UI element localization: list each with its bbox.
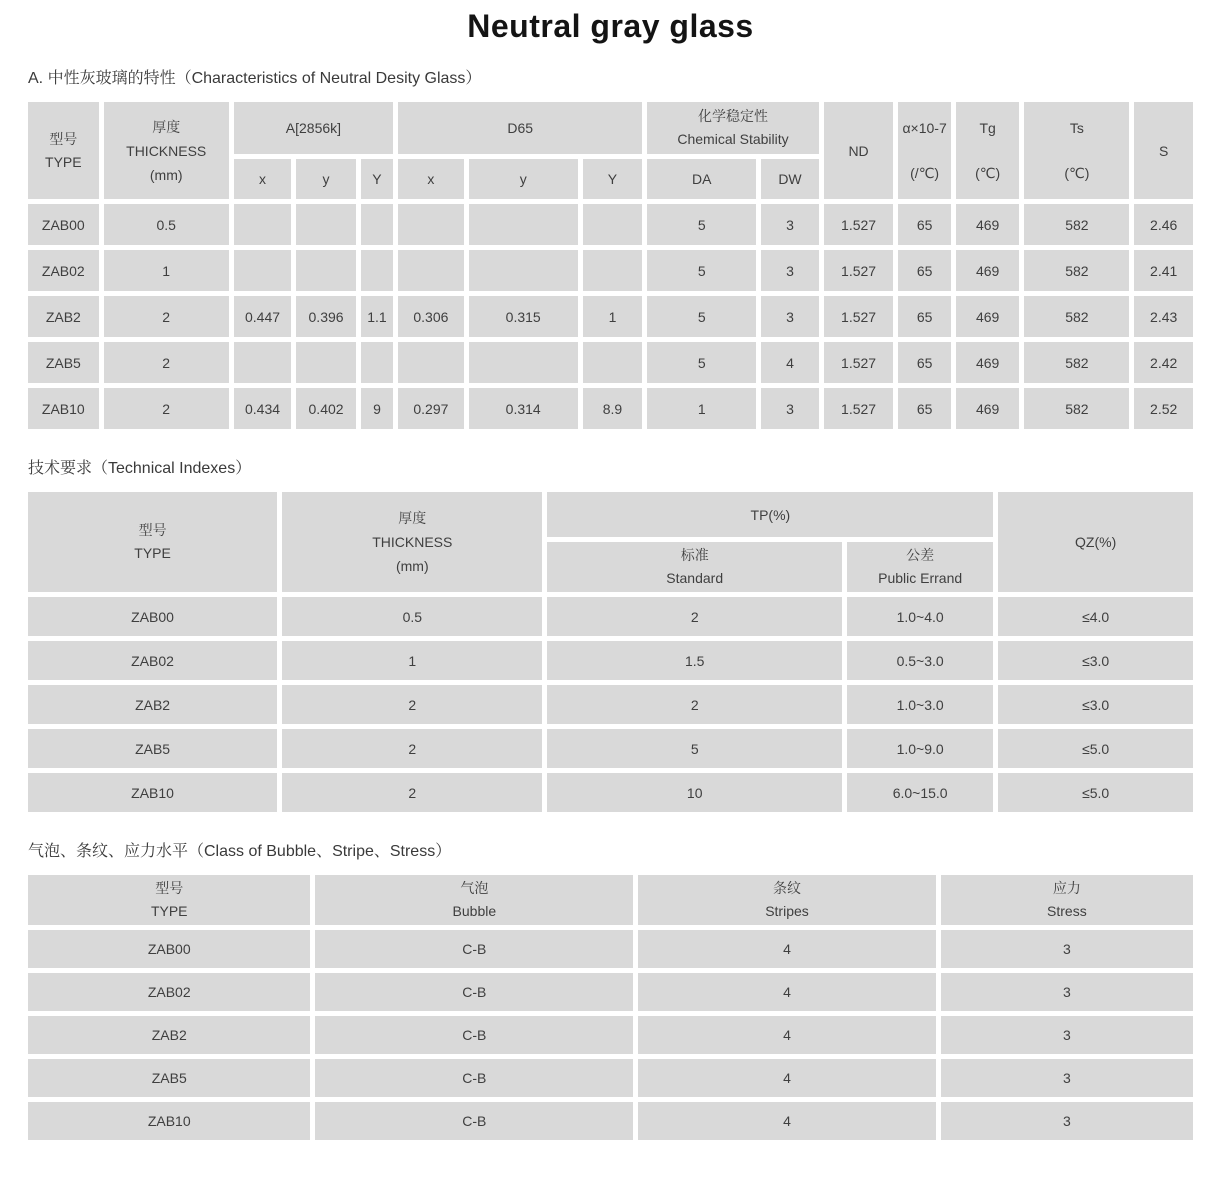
cell-thickness: 0.5 xyxy=(282,597,542,636)
header-thickness xyxy=(104,102,229,199)
table-row xyxy=(28,204,1193,245)
header-ts-unit: (℃) xyxy=(1064,164,1090,181)
cell-tolerance: 1.0~9.0 xyxy=(847,729,993,768)
header-stripes-zh: 条纹 xyxy=(772,880,801,896)
cell-qz: ≤5.0 xyxy=(998,773,1193,812)
cell-a-Y xyxy=(361,342,393,383)
cell-a-Y: 9 xyxy=(361,388,393,429)
cell-ts: 582 xyxy=(1024,296,1129,337)
table-row xyxy=(28,342,1193,383)
header-thickness xyxy=(282,492,542,592)
cell-a-x: 0.434 xyxy=(234,388,292,429)
header-tg xyxy=(956,102,1020,199)
table-row xyxy=(28,597,1193,636)
cell-dw: 3 xyxy=(761,388,819,429)
cell-type: ZAB00 xyxy=(28,204,99,245)
cell-a-x xyxy=(234,204,292,245)
cell-alpha: 65 xyxy=(898,342,950,383)
cell-d65-Y xyxy=(583,204,643,245)
table-row xyxy=(28,641,1193,680)
cell-dw: 3 xyxy=(761,250,819,291)
header-thickness-en: THICKNESS xyxy=(126,142,207,159)
cell-qz: ≤5.0 xyxy=(998,729,1193,768)
table-row xyxy=(28,729,1193,768)
cell-d65-x: 0.297 xyxy=(398,388,464,429)
cell-type: ZAB10 xyxy=(28,1102,310,1140)
cell-ts: 582 xyxy=(1024,204,1129,245)
header-stress xyxy=(941,875,1193,925)
cell-bubble: C-B xyxy=(315,973,633,1011)
cell-stress: 3 xyxy=(941,930,1193,968)
table-row xyxy=(28,388,1193,429)
header-thickness-zh: 厚度 xyxy=(152,118,181,135)
header-a2856k: A[2856k] xyxy=(234,102,393,154)
header-tolerance xyxy=(847,542,993,592)
header-type-en: TYPE xyxy=(45,153,82,170)
header-thickness-unit: (mm) xyxy=(149,166,183,183)
cell-type: ZAB02 xyxy=(28,641,277,680)
cell-thickness: 2 xyxy=(104,342,229,383)
cell-a-x: 0.447 xyxy=(234,296,292,337)
cell-a-y: 0.402 xyxy=(296,388,356,429)
technical-indexes-table xyxy=(23,487,1198,817)
header-standard xyxy=(547,542,842,592)
cell-bubble: C-B xyxy=(315,930,633,968)
header-da: DA xyxy=(647,159,756,199)
cell-thickness: 2 xyxy=(104,388,229,429)
cell-dw: 3 xyxy=(761,204,819,245)
cell-tg: 469 xyxy=(956,204,1020,245)
header-d65-Y: Y xyxy=(583,159,643,199)
cell-alpha: 65 xyxy=(898,388,950,429)
cell-tolerance: 1.0~3.0 xyxy=(847,685,993,724)
cell-d65-Y xyxy=(583,342,643,383)
header-tg-unit: (℃) xyxy=(975,164,1001,181)
cell-type: ZAB10 xyxy=(28,388,99,429)
header-type-zh: 型号 xyxy=(49,130,78,147)
header-d65-x: x xyxy=(398,159,464,199)
cell-a-y xyxy=(296,204,356,245)
cell-da: 5 xyxy=(647,204,756,245)
cell-da: 5 xyxy=(647,342,756,383)
header-alpha-unit: (/℃) xyxy=(910,164,940,181)
cell-tolerance: 6.0~15.0 xyxy=(847,773,993,812)
cell-s: 2.42 xyxy=(1134,342,1193,383)
table-row xyxy=(28,930,1193,968)
cell-type: ZAB02 xyxy=(28,250,99,291)
header-thickness-en: THICKNESS xyxy=(372,534,453,550)
cell-alpha: 65 xyxy=(898,250,950,291)
header-bubble xyxy=(315,875,633,925)
header-thickness-unit: (mm) xyxy=(395,558,429,574)
cell-dw: 4 xyxy=(761,342,819,383)
cell-da: 1 xyxy=(647,388,756,429)
section-heading-characteristics: A. 中性灰玻璃的特性（Characteristics of Neutral Desity Glass） xyxy=(28,70,482,87)
cell-type: ZAB5 xyxy=(28,1059,310,1097)
cell-stripes: 4 xyxy=(638,930,936,968)
table-row xyxy=(28,250,1193,291)
header-ts-symbol: Ts xyxy=(1069,119,1084,136)
header-standard-en: Standard xyxy=(666,570,724,586)
table-row xyxy=(28,973,1193,1011)
cell-qz: ≤3.0 xyxy=(998,685,1193,724)
cell-nd: 1.527 xyxy=(824,204,894,245)
header-chem-en: Chemical Stability xyxy=(677,131,789,147)
header-type xyxy=(28,492,277,592)
cell-tolerance: 0.5~3.0 xyxy=(847,641,993,680)
cell-type: ZAB2 xyxy=(28,685,277,724)
cell-ts: 582 xyxy=(1024,388,1129,429)
header-a-y: y xyxy=(296,159,356,199)
cell-standard: 5 xyxy=(547,729,842,768)
cell-ts: 582 xyxy=(1024,250,1129,291)
header-nd: ND xyxy=(824,102,894,199)
cell-thickness: 2 xyxy=(282,685,542,724)
cell-thickness: 1 xyxy=(282,641,542,680)
cell-d65-y: 0.315 xyxy=(469,296,578,337)
cell-a-x xyxy=(234,342,292,383)
characteristics-table xyxy=(23,97,1198,434)
cell-standard: 1.5 xyxy=(547,641,842,680)
cell-qz: ≤3.0 xyxy=(998,641,1193,680)
cell-d65-y: 0.314 xyxy=(469,388,578,429)
cell-d65-y xyxy=(469,204,578,245)
cell-type: ZAB2 xyxy=(28,1016,310,1054)
header-type xyxy=(28,875,310,925)
cell-nd: 1.527 xyxy=(824,342,894,383)
cell-stripes: 4 xyxy=(638,1059,936,1097)
cell-a-Y xyxy=(361,204,393,245)
header-dw: DW xyxy=(761,159,819,199)
header-tp: TP(%) xyxy=(547,492,993,537)
cell-nd: 1.527 xyxy=(824,388,894,429)
table-row xyxy=(28,1016,1193,1054)
header-stress-zh: 应力 xyxy=(1052,880,1081,896)
header-alpha xyxy=(898,102,950,199)
cell-stress: 3 xyxy=(941,1059,1193,1097)
cell-nd: 1.527 xyxy=(824,250,894,291)
cell-tolerance: 1.0~4.0 xyxy=(847,597,993,636)
table-row xyxy=(28,296,1193,337)
header-type-zh: 型号 xyxy=(155,880,184,896)
cell-d65-Y: 1 xyxy=(583,296,643,337)
cell-alpha: 65 xyxy=(898,296,950,337)
cell-a-x xyxy=(234,250,292,291)
section-heading-bubble-stripe-stress: 气泡、条纹、应力水平（Class of Bubble、Stripe、Stress） xyxy=(28,843,452,860)
characteristics-table-wrap xyxy=(28,97,1193,434)
cell-da: 5 xyxy=(647,296,756,337)
header-thickness-zh: 厚度 xyxy=(398,510,427,526)
cell-s: 2.41 xyxy=(1134,250,1193,291)
cell-type: ZAB00 xyxy=(28,930,310,968)
table-row xyxy=(28,1102,1193,1140)
cell-thickness: 1 xyxy=(104,250,229,291)
cell-type: ZAB10 xyxy=(28,773,277,812)
cell-standard: 2 xyxy=(547,685,842,724)
header-bubble-zh: 气泡 xyxy=(460,880,489,896)
cell-bubble: C-B xyxy=(315,1102,633,1140)
header-d65: D65 xyxy=(398,102,642,154)
header-type xyxy=(28,102,99,199)
cell-stripes: 4 xyxy=(638,1102,936,1140)
header-type-en: TYPE xyxy=(134,545,171,561)
cell-d65-y xyxy=(469,250,578,291)
cell-stress: 3 xyxy=(941,1016,1193,1054)
header-bubble-en: Bubble xyxy=(452,903,497,919)
cell-thickness: 2 xyxy=(282,729,542,768)
header-chem-zh: 化学稳定性 xyxy=(697,108,768,124)
header-a-Y: Y xyxy=(361,159,393,199)
cell-d65-y xyxy=(469,342,578,383)
cell-d65-x: 0.306 xyxy=(398,296,464,337)
header-ts xyxy=(1024,102,1129,199)
cell-a-y xyxy=(296,250,356,291)
header-s: S xyxy=(1134,102,1193,199)
header-alpha-symbol: α×10-7 xyxy=(902,119,947,136)
header-stripes-en: Stripes xyxy=(765,903,809,919)
header-tolerance-en: Public Errand xyxy=(878,570,963,586)
cell-a-y xyxy=(296,342,356,383)
cell-type: ZAB02 xyxy=(28,973,310,1011)
cell-dw: 3 xyxy=(761,296,819,337)
cell-a-Y xyxy=(361,250,393,291)
cell-a-Y: 1.1 xyxy=(361,296,393,337)
cell-tg: 469 xyxy=(956,388,1020,429)
cell-tg: 469 xyxy=(956,342,1020,383)
header-qz: QZ(%) xyxy=(998,492,1193,592)
header-stripes xyxy=(638,875,936,925)
technical-indexes-table-wrap xyxy=(28,487,1193,817)
cell-stripes: 4 xyxy=(638,1016,936,1054)
table-row xyxy=(28,773,1193,812)
cell-type: ZAB00 xyxy=(28,597,277,636)
cell-nd: 1.527 xyxy=(824,296,894,337)
cell-stress: 3 xyxy=(941,1102,1193,1140)
cell-standard: 2 xyxy=(547,597,842,636)
section-heading-technical-indexes: 技术要求（Technical Indexes） xyxy=(28,460,252,477)
header-stress-en: Stress xyxy=(1047,903,1087,919)
bubble-stripe-stress-table-wrap xyxy=(28,870,1193,1145)
header-tg-symbol: Tg xyxy=(979,119,996,136)
cell-thickness: 0.5 xyxy=(104,204,229,245)
cell-thickness: 2 xyxy=(104,296,229,337)
header-a-x: x xyxy=(234,159,292,199)
cell-s: 2.52 xyxy=(1134,388,1193,429)
cell-stress: 3 xyxy=(941,973,1193,1011)
cell-qz: ≤4.0 xyxy=(998,597,1193,636)
cell-d65-x xyxy=(398,250,464,291)
cell-type: ZAB5 xyxy=(28,342,99,383)
header-tolerance-zh: 公差 xyxy=(906,547,935,563)
bubble-stripe-stress-table xyxy=(23,870,1198,1145)
header-chemical-stability xyxy=(647,102,819,154)
cell-d65-Y xyxy=(583,250,643,291)
cell-s: 2.46 xyxy=(1134,204,1193,245)
cell-d65-x xyxy=(398,342,464,383)
cell-tg: 469 xyxy=(956,250,1020,291)
cell-a-y: 0.396 xyxy=(296,296,356,337)
cell-bubble: C-B xyxy=(315,1059,633,1097)
cell-ts: 582 xyxy=(1024,342,1129,383)
cell-alpha: 65 xyxy=(898,204,950,245)
cell-type: ZAB2 xyxy=(28,296,99,337)
table-row xyxy=(28,685,1193,724)
header-d65-y: y xyxy=(469,159,578,199)
cell-tg: 469 xyxy=(956,296,1020,337)
cell-da: 5 xyxy=(647,250,756,291)
cell-stripes: 4 xyxy=(638,973,936,1011)
cell-d65-Y: 8.9 xyxy=(583,388,643,429)
header-type-en: TYPE xyxy=(150,903,188,919)
table-row xyxy=(28,1059,1193,1097)
cell-standard: 10 xyxy=(547,773,842,812)
page-title: Neutral gray glass xyxy=(467,8,754,44)
cell-type: ZAB5 xyxy=(28,729,277,768)
cell-bubble: C-B xyxy=(315,1016,633,1054)
cell-s: 2.43 xyxy=(1134,296,1193,337)
cell-thickness: 2 xyxy=(282,773,542,812)
header-standard-zh: 标准 xyxy=(680,547,709,563)
cell-d65-x xyxy=(398,204,464,245)
header-type-zh: 型号 xyxy=(138,522,167,538)
